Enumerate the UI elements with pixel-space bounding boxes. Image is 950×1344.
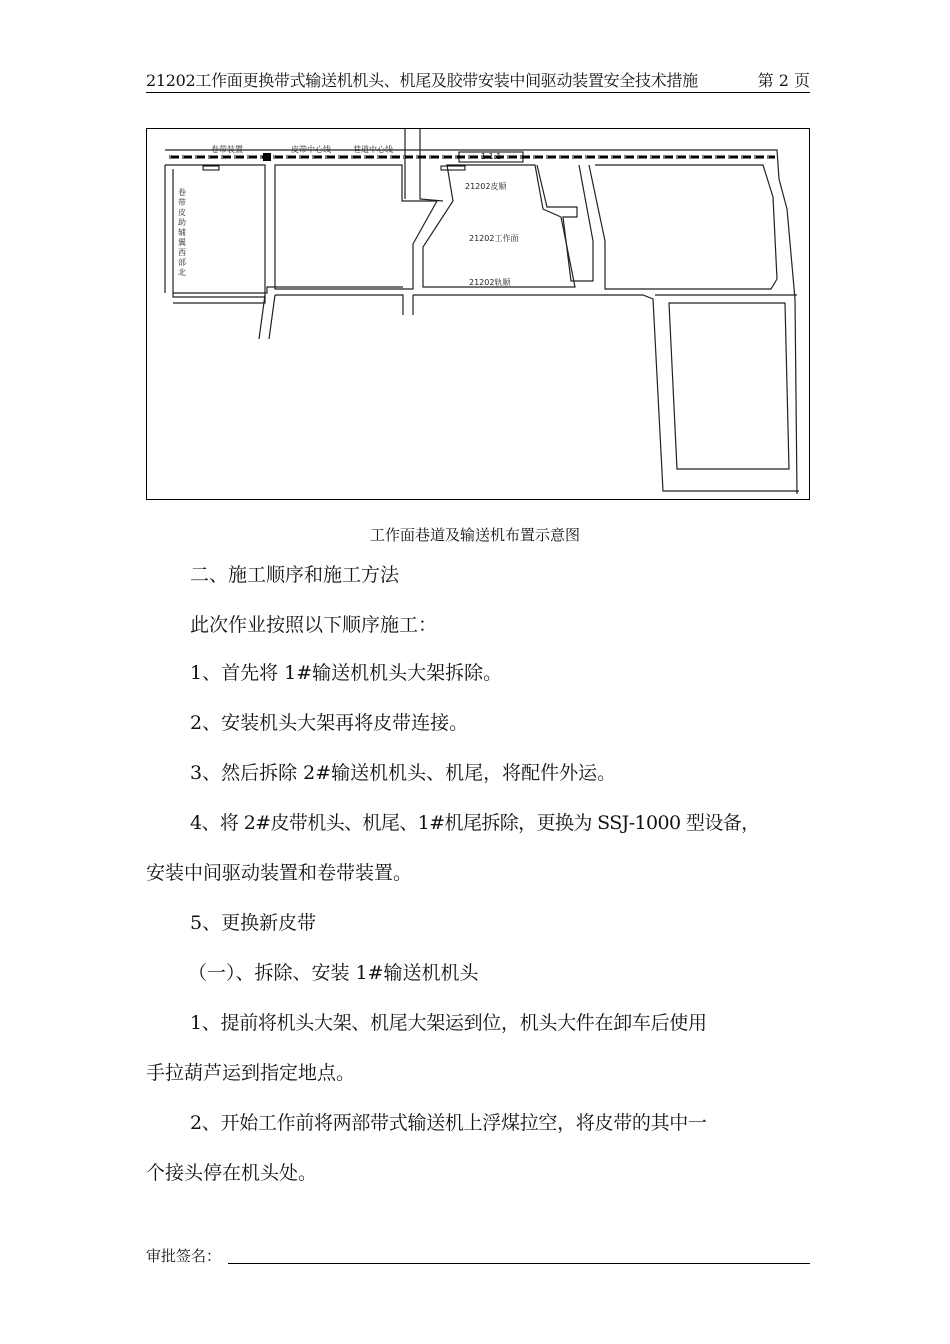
- sub-step-2-line-2: 个接头停在机头处。: [146, 1162, 318, 1184]
- approval-footer: [146, 1245, 810, 1266]
- roadway-layout-figure: [146, 128, 810, 500]
- bottom-right-inner: [669, 303, 789, 469]
- shaft-left: [420, 129, 443, 201]
- page-number: 第 2 页: [757, 71, 810, 90]
- bottom-road-lower: [275, 295, 403, 315]
- step-4-line-2: 安装中间驱动装置和卷带装置。: [146, 862, 413, 884]
- center-block: [275, 165, 437, 289]
- pishun-label: 21202皮顺: [465, 182, 507, 191]
- drive-label: 1.1.1: [481, 152, 502, 161]
- top-roadway-edge: [165, 150, 797, 494]
- cut-block: [537, 165, 593, 281]
- sub-step-1-line-1: 1、提前将机头大架、机尾大架运到位，机头大件在卸车后使用: [190, 1012, 707, 1034]
- vertical-char: 西: [178, 248, 186, 257]
- signature-line[interactable]: [228, 1263, 810, 1264]
- vertical-char: 带: [178, 198, 186, 207]
- step-5: 5、更换新皮带: [190, 912, 317, 934]
- vertical-char: 部: [178, 258, 186, 267]
- vertical-label-group: [178, 187, 187, 277]
- bottom-road-upper: [173, 287, 403, 293]
- sub-step-1-line-2: 手拉葫芦运到指定地点。: [146, 1062, 356, 1084]
- sub-step-2-line-1: 2、开始工作前将两部带式输送机上浮煤拉空，将皮带的其中一: [190, 1112, 707, 1134]
- step-4-line-1: 4、将 2#皮带机头、机尾、1#机尾拆除，更换为 SSJ-1000 型设备，: [190, 812, 760, 834]
- step-2: 2、安装机头大架再将皮带连接。: [190, 712, 469, 734]
- guishun-label: 21202轨顺: [469, 278, 511, 287]
- approval-label: 审批签名：: [146, 1247, 222, 1265]
- pishun-device-box: [441, 166, 465, 170]
- vertical-char: 辅: [178, 228, 186, 237]
- bottom-left-branch: [173, 295, 265, 339]
- vertical-char: 北: [178, 268, 186, 277]
- belt-centerline-label: 皮带中心线: [291, 145, 331, 154]
- figure-caption: 工作面巷道及输送机布置示意图: [369, 526, 580, 544]
- step-3: 3、然后拆除 2#输送机机头、机尾，将配件外运。: [190, 762, 617, 784]
- bottom-left-branch-2: [269, 295, 275, 339]
- vertical-char: 皮: [178, 208, 186, 217]
- right-block: [589, 165, 777, 289]
- belt-head-marker: [263, 153, 271, 161]
- document-title: 21202工作面更换带式输送机机头、机尾及胶带安装中间驱动装置安全技术措施: [146, 71, 698, 90]
- workface-label: 21202工作面: [469, 234, 519, 243]
- bottom-right-outer: [413, 295, 799, 491]
- vertical-char: 卷: [178, 188, 186, 197]
- roll-device-box: [203, 166, 219, 170]
- roadway-layout-drawing: [147, 129, 809, 499]
- road-centerline-label: 巷道中心线: [353, 145, 393, 154]
- intro-paragraph: 此次作业按照以下顺序施工：: [190, 614, 438, 636]
- vertical-char: 翼: [178, 238, 186, 247]
- subsection-title: （一）、拆除、安装 1#输送机机头: [188, 962, 479, 984]
- vertical-char: 助: [178, 218, 186, 227]
- section-title: 二、施工顺序和施工方法: [190, 564, 400, 586]
- step-1: 1、首先将 1#输送机机头大架拆除。: [190, 662, 503, 684]
- juandai-label: 卷带装置: [211, 145, 243, 154]
- page-header: [146, 66, 810, 93]
